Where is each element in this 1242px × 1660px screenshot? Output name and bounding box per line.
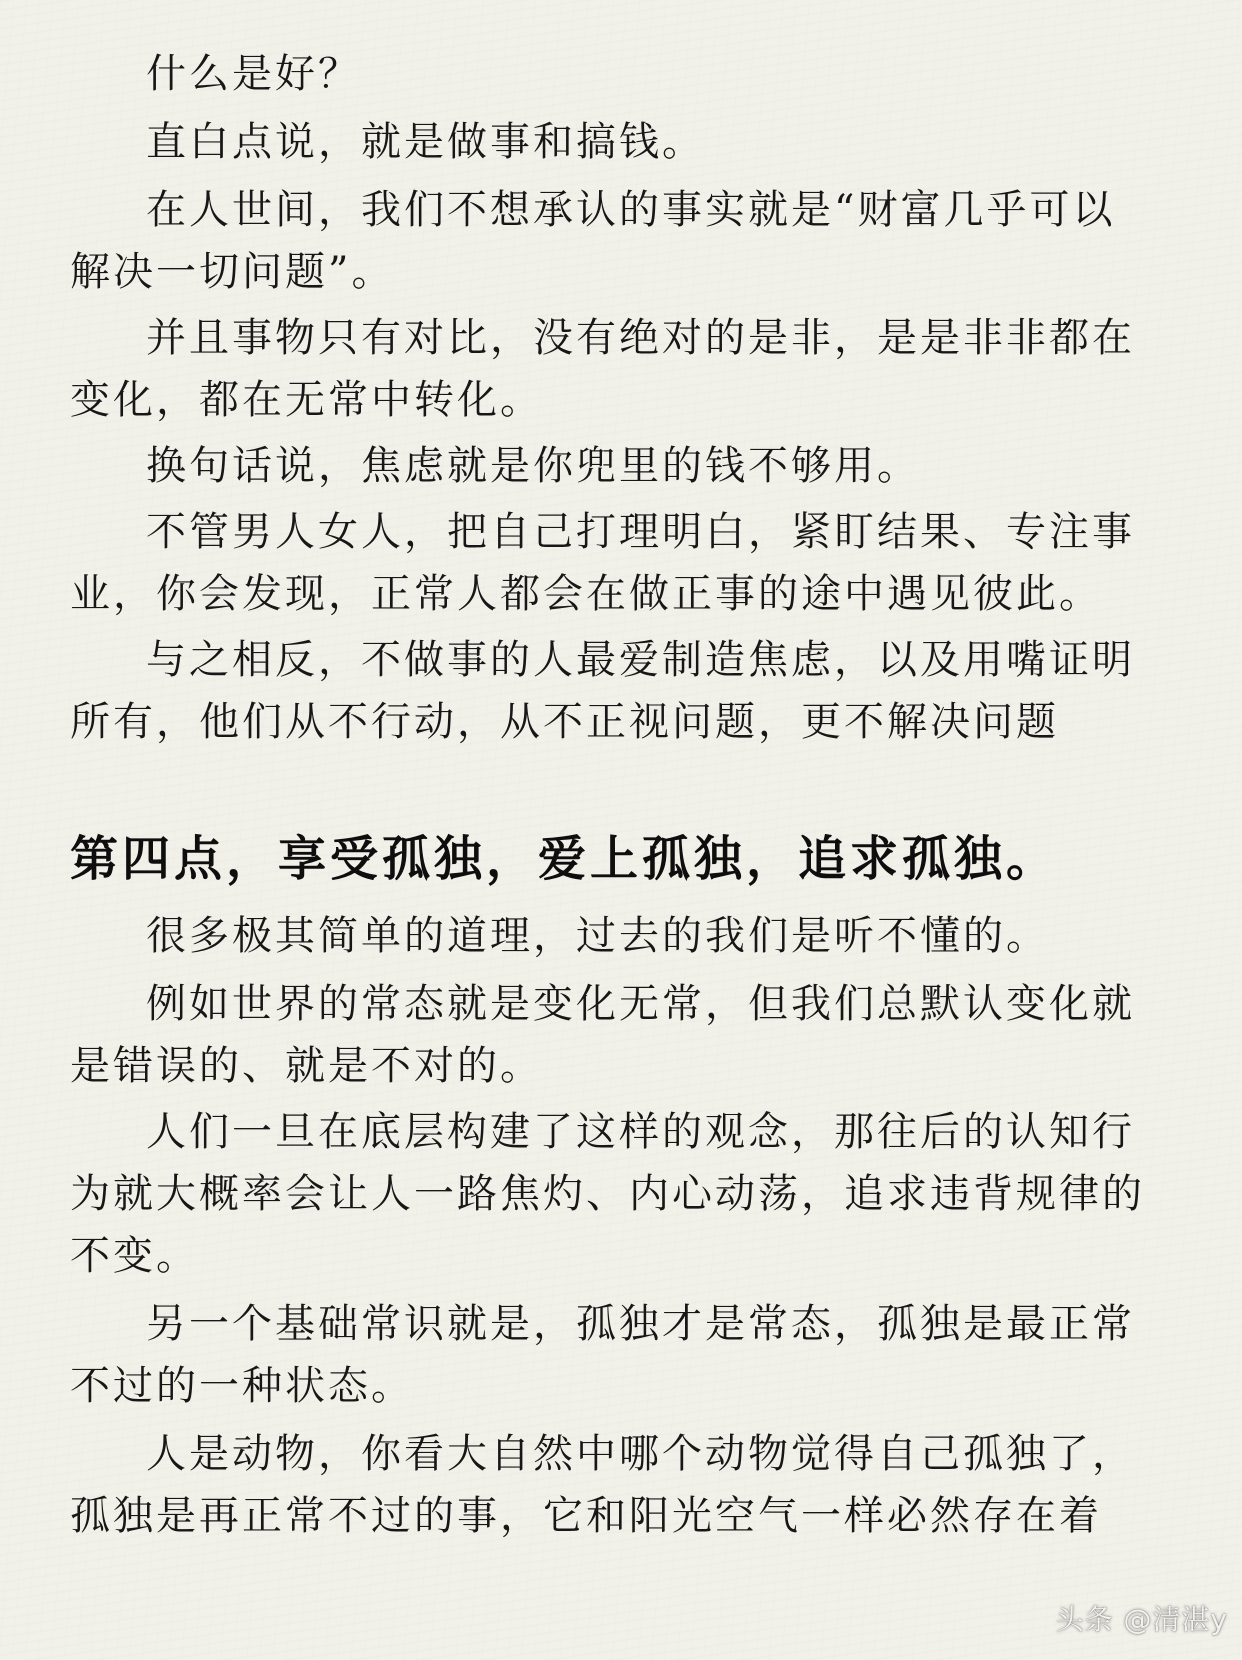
paragraph-line: 在人世间，我们不想承认的事实就是“财富几乎可以 [146, 187, 1116, 233]
paragraph-line: 很多极其简单的道理，过去的我们是听不懂的。 [146, 913, 1049, 959]
paragraph-line: 孤独是再正常不过的事，它和阳光空气一样必然存在着 [70, 1493, 1102, 1539]
paragraph-line: 所有，他们从不行动，从不正视问题，更不解决问题 [70, 699, 1059, 745]
paragraph-line: 人是动物，你看大自然中哪个动物觉得自己孤独了， [146, 1431, 1135, 1477]
paragraph-line: 不变。 [70, 1233, 199, 1279]
paragraph-line: 并且事物只有对比，没有绝对的是非，是是非非都在 [146, 315, 1135, 361]
paragraph-line: 什么是好？ [146, 51, 361, 97]
paragraph-line: 不管男人女人，把自己打理明白，紧盯结果、专注事 [146, 509, 1135, 555]
paragraph-line: 人们一旦在底层构建了这样的观念，那往后的认知行 [146, 1109, 1135, 1155]
paragraph-line: 是错误的、就是不对的。 [70, 1043, 543, 1089]
paragraph-line: 不过的一种状态。 [70, 1363, 414, 1409]
paragraph-line: 业，你会发现，正常人都会在做正事的途中遇见彼此。 [70, 571, 1102, 617]
paragraph-line: 解决一切问题”。 [70, 249, 395, 295]
section-heading: 第四点，享受孤独，爱上孤独，追求孤独。 [70, 831, 1059, 887]
paragraph-line: 换句话说，焦虑就是你兜里的钱不够用。 [146, 443, 920, 489]
paragraph-line: 另一个基础常识就是，孤独才是常态，孤独是最正常 [146, 1301, 1135, 1347]
paragraph-line: 为就大概率会让人一路焦灼、内心动荡，追求违背规律的 [70, 1171, 1145, 1217]
watermark-text: 头条 @清湛y [1055, 1603, 1228, 1636]
paragraph-line: 变化，都在无常中转化。 [70, 377, 543, 423]
paragraph-line: 直白点说，就是做事和搞钱。 [146, 119, 705, 165]
paragraph-line: 与之相反，不做事的人最爱制造焦虑，以及用嘴证明 [146, 637, 1135, 683]
paragraph-line: 例如世界的常态就是变化无常，但我们总默认变化就 [146, 981, 1135, 1027]
